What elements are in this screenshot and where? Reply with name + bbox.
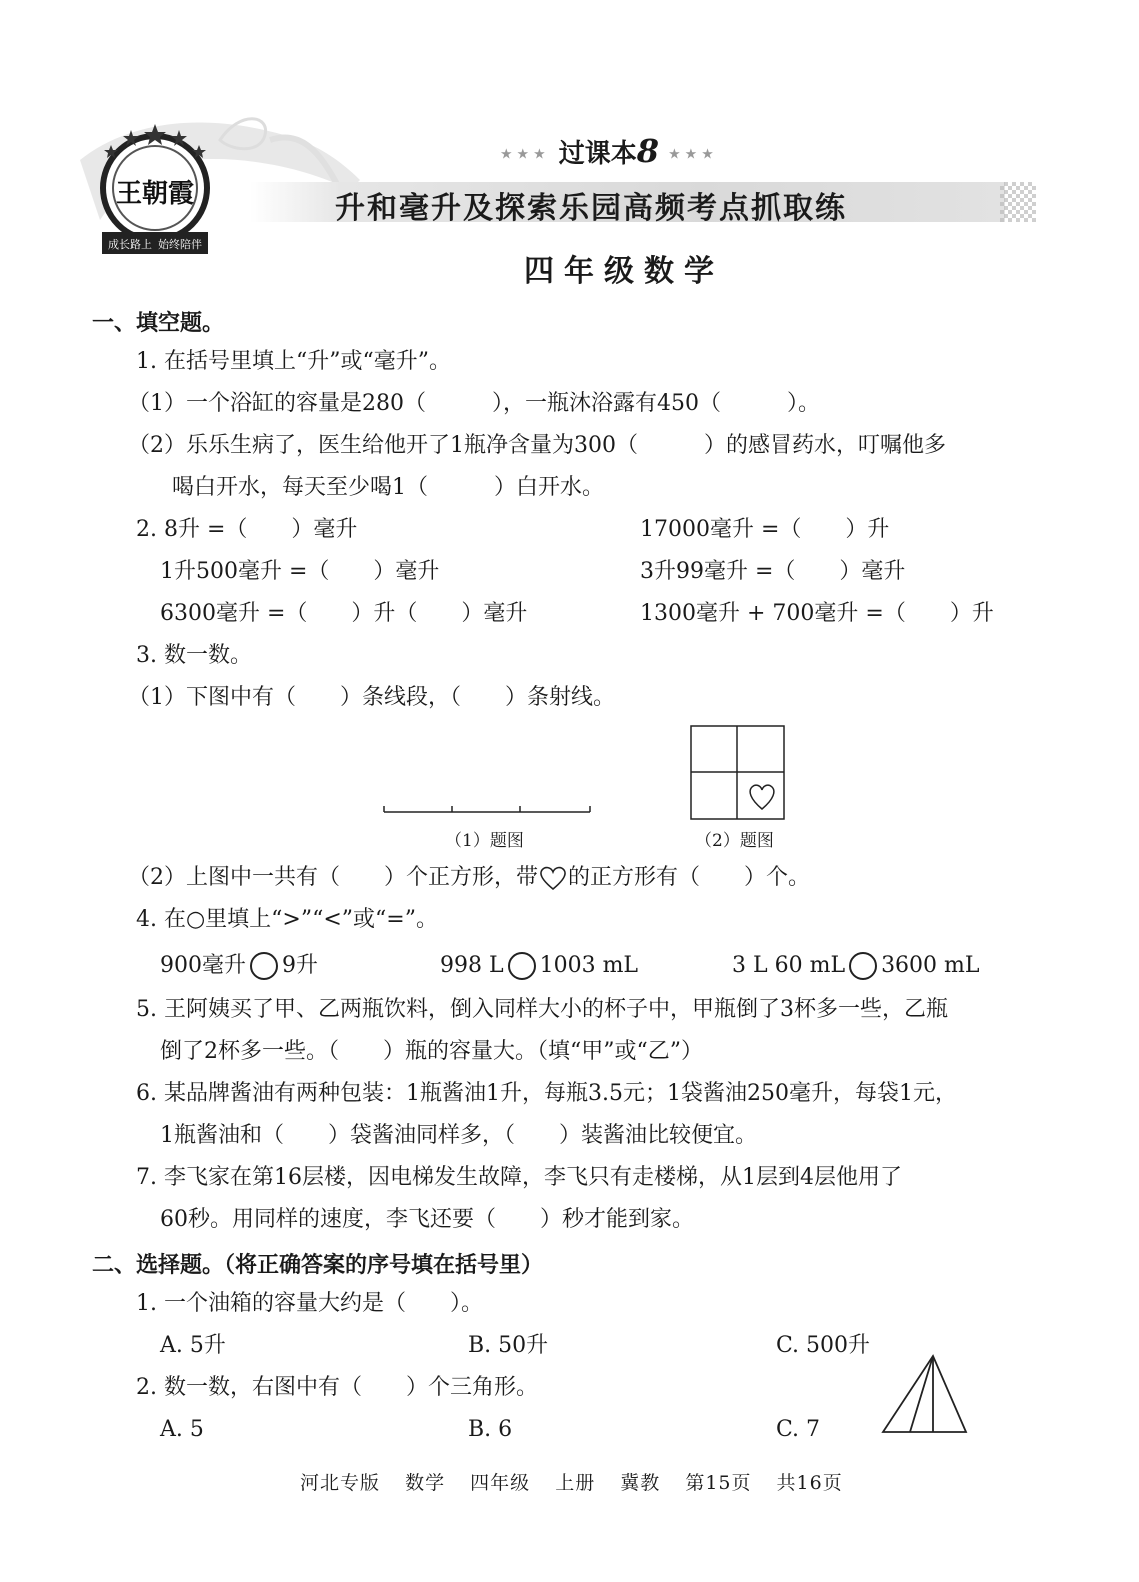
- s2-q1-option-b: B. 50升: [468, 1333, 549, 1358]
- logo-name: 王朝霞: [115, 179, 195, 209]
- section2-heading: 二、选择题。（将正确答案的序号填在括号里）: [92, 1253, 544, 1278]
- s2-q2-stem: 2. 数一数，右图中有（ ）个三角形。: [136, 1375, 538, 1400]
- q7-line2: 60秒。用同样的速度，李飞还要（ ）秒才能到家。: [160, 1207, 694, 1232]
- q4-item-2-left: 998 L: [440, 953, 504, 978]
- compare-circle[interactable]: [849, 952, 877, 980]
- q5-line1: 5. 王阿姨买了甲、乙两瓶饮料，倒入同样大小的杯子中，甲瓶倒了3杯多一些，乙瓶: [136, 997, 948, 1022]
- q1-stem: 1. 在括号里填上“升”或“毫升”。: [136, 349, 451, 374]
- section1-heading: 一、填空题。: [92, 311, 225, 336]
- q2-a: 2. 8升 =（ ）毫升: [136, 517, 358, 542]
- figure1-caption: （1）题图: [445, 831, 524, 851]
- q2-d: 3升99毫升 =（ ）毫升: [640, 559, 906, 584]
- q2-e: 6300毫升 =（ ）升（ ）毫升: [160, 601, 528, 626]
- s2-q2-option-c: C. 7: [776, 1417, 821, 1442]
- footer-edition: 河北专版: [300, 1472, 381, 1494]
- footer-volume: 上册: [555, 1472, 596, 1494]
- subject-title: 四年级数学: [524, 254, 724, 289]
- q1-part2-line1: （2）乐乐生病了，医生给他开了1瓶净含量为300（ ）的感冒药水，叮嘱他多: [128, 433, 946, 458]
- title-bar-pattern: [1000, 182, 1036, 222]
- page-title: 升和毫升及探索乐园高频考点抓取练: [335, 191, 847, 226]
- s2-q2-option-a: A. 5: [160, 1417, 204, 1442]
- brand-logo: [96, 120, 214, 270]
- footer-page: 第15页: [685, 1472, 752, 1494]
- compare-circle[interactable]: [508, 952, 536, 980]
- q3-part2-after: 的正方形有（ ）个。: [568, 865, 811, 890]
- q3-part2-before: （2）上图中一共有（ ）个正方形，带: [128, 865, 538, 890]
- q3-stem: 3. 数一数。: [136, 643, 252, 668]
- s2-q1-stem: 1. 一个油箱的容量大约是（ ）。: [136, 1291, 483, 1316]
- q4-item-1: [160, 952, 318, 980]
- s2-q1-option-c: C. 500升: [776, 1333, 871, 1358]
- q3-part2: [128, 864, 810, 892]
- q2-f: 1300毫升 + 700毫升 =（ ）升: [640, 601, 994, 626]
- heart-icon: [538, 865, 568, 891]
- q6-line2: 1瓶酱油和（ ）袋酱油同样多，（ ）装酱油比较便宜。: [160, 1123, 757, 1148]
- footer-publisher: 冀教: [620, 1472, 661, 1494]
- q2-c: 1升500毫升 =（ ）毫升: [160, 559, 440, 584]
- figure-triangles: [880, 1354, 970, 1436]
- logo-slogan-right: 始终陪伴: [158, 238, 202, 251]
- compare-circle[interactable]: [250, 952, 278, 980]
- q4-item-2-right: 1003 mL: [539, 953, 639, 978]
- q4-item-3-right: 3600 mL: [881, 953, 980, 978]
- q4-item-3: [732, 952, 980, 980]
- q4-stem: 4. 在○里填上“>”“<”或“=”。: [136, 907, 438, 932]
- q4-item-1-left: 900毫升: [160, 953, 246, 978]
- q1-part1: （1）一个浴缸的容量是280（ ），一瓶沐浴露有450（ ）。: [128, 391, 820, 416]
- s2-q1-option-a: A. 5升: [160, 1333, 226, 1358]
- heart-icon: [750, 785, 774, 809]
- footer-grade: 四年级: [470, 1472, 531, 1494]
- figure-line-segments: [380, 800, 595, 822]
- footer-total: 共16页: [776, 1472, 843, 1494]
- q4-item-2: [440, 952, 638, 980]
- figure-squares: [690, 725, 786, 821]
- logo-slogan-left: 成长路上: [108, 238, 152, 251]
- q7-line1: 7. 李飞家在第16层楼，因电梯发生故障，李飞只有走楼梯，从1层到4层他用了: [136, 1165, 902, 1190]
- q3-part1: （1）下图中有（ ）条线段，（ ）条射线。: [128, 685, 615, 710]
- figure2-caption: （2）题图: [695, 831, 774, 851]
- footer-subject: 数学: [405, 1472, 446, 1494]
- q2-b: 17000毫升 =（ ）升: [640, 517, 890, 542]
- q4-item-1-right: 9升: [282, 953, 318, 978]
- q5-line2: 倒了2杯多一些。（ ）瓶的容量大。（填“甲”或“乙”）: [160, 1039, 703, 1064]
- series-label: ★★★ 过课本8 ★★★: [500, 132, 718, 170]
- series-name: 过课本: [558, 139, 637, 169]
- series-number: 8: [636, 132, 660, 170]
- q6-line1: 6. 某品牌酱油有两种包装：1瓶酱油1升，每瓶3.5元；1袋酱油250毫升，每袋1元，: [136, 1081, 957, 1106]
- q4-item-3-left: 3 L 60 mL: [732, 953, 846, 978]
- page-footer: [300, 1468, 861, 1495]
- q1-part2-line2: 喝白开水，每天至少喝1（ ）白开水。: [172, 475, 604, 500]
- s2-q2-option-b: B. 6: [468, 1417, 513, 1442]
